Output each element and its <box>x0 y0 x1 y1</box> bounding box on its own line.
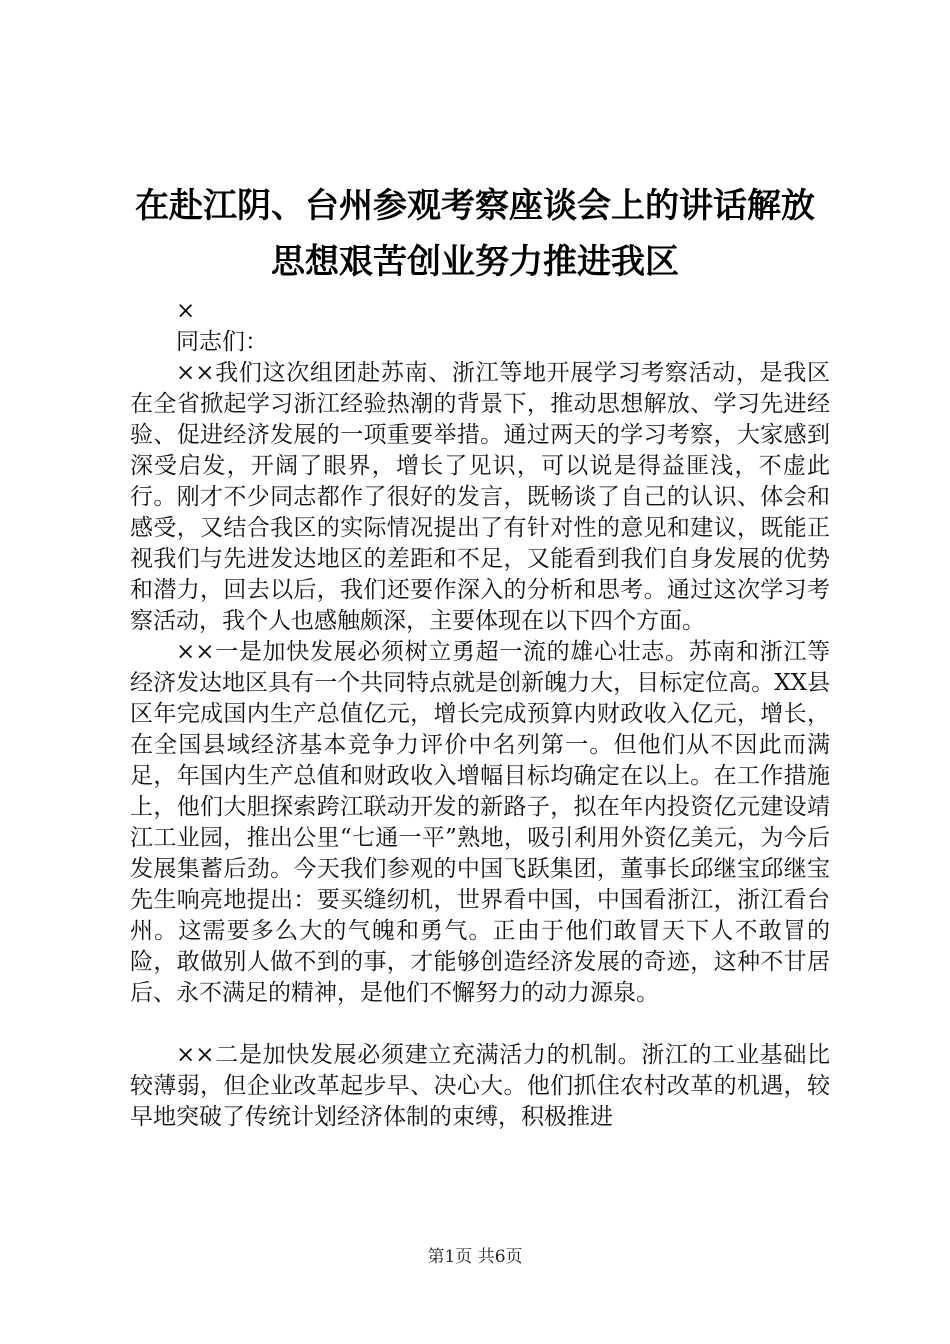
title-line-2: 思想艰苦创业努力推进我区 <box>271 242 679 282</box>
paragraph-marker: × <box>176 298 196 324</box>
document-title <box>100 178 850 290</box>
title-line-1: 在赴江阴、台州参观考察座谈会上的讲话解放 <box>135 186 815 226</box>
paragraph-point-two: ××二是加快发展必须建立充满活力的机制。浙江的工业基础比较薄弱，但企业改革起步早、决心大。他们抓住农村改革的机遇，较早地突破了传统计划经济体制的束缚，积极推进 <box>130 1042 830 1130</box>
page-number-label: 第1页 共6页 <box>427 1247 523 1267</box>
document-body <box>130 296 830 1133</box>
page-footer <box>0 1242 950 1267</box>
paragraph-intro: ××我们这次组团赴苏南、浙江等地开展学习考察活动，是我区在全省掀起学习浙江经验热潮的背景下，推动思想解放、学习先进经验、促进经济发展的一项重要举措。通过两天的学习考察，大家感到深受启发，开阔了眼界，增长了见识，可以说是得益匪浅，不虚此行。刚才不少同志都作了很好的发言，既畅谈了自己的认识、体会和感受，又结合我区的实际情况提出了有针对性的意见和建议，既能正视我们与先进发达地区的差距和不足，又能看到我们自身发展的优势和潜力，回去以后，我们还要作深入的分析和思考。通过这次学习考察活动，我个人也感触颇深，主要体现在以下四个方面。 <box>130 360 830 634</box>
paragraph-salutation: 同志们： <box>176 329 268 355</box>
paragraph-point-one: ××一是加快发展必须树立勇超一流的雄心壮志。苏南和浙江等经济发达地区具有一个共同特点就是创新魄力大，目标定位高。XX县区年完成国内生产总值亿元，增长完成预算内财政收入亿元，增长，在全国县域经济基本竞争力评价中名列第一。但他们从不因此而满足，年国内生产总值和财政收入增幅目标均确定在以上。在工作措施上，他们大胆探索跨江联动开发的新路子，拟在年内投资亿元建设靖江工业园，推出公里“七通一平”熟地，吸引利用外资亿美元，为今后发展集蓄后劲。今天我们参观的中国飞跃集团，董事长邱继宝邱继宝先生响亮地提出：要买缝纫机，世界看中国，中国看浙江，浙江看台州。这需要多么大的气魄和勇气。正由于他们敢冒天下人不敢冒的险，敢做别人做不到的事，才能够创造经济发展的奇迹，这种不甘居后、永不满足的精神，是他们不懈努力的动力源泉。 <box>130 639 830 1006</box>
